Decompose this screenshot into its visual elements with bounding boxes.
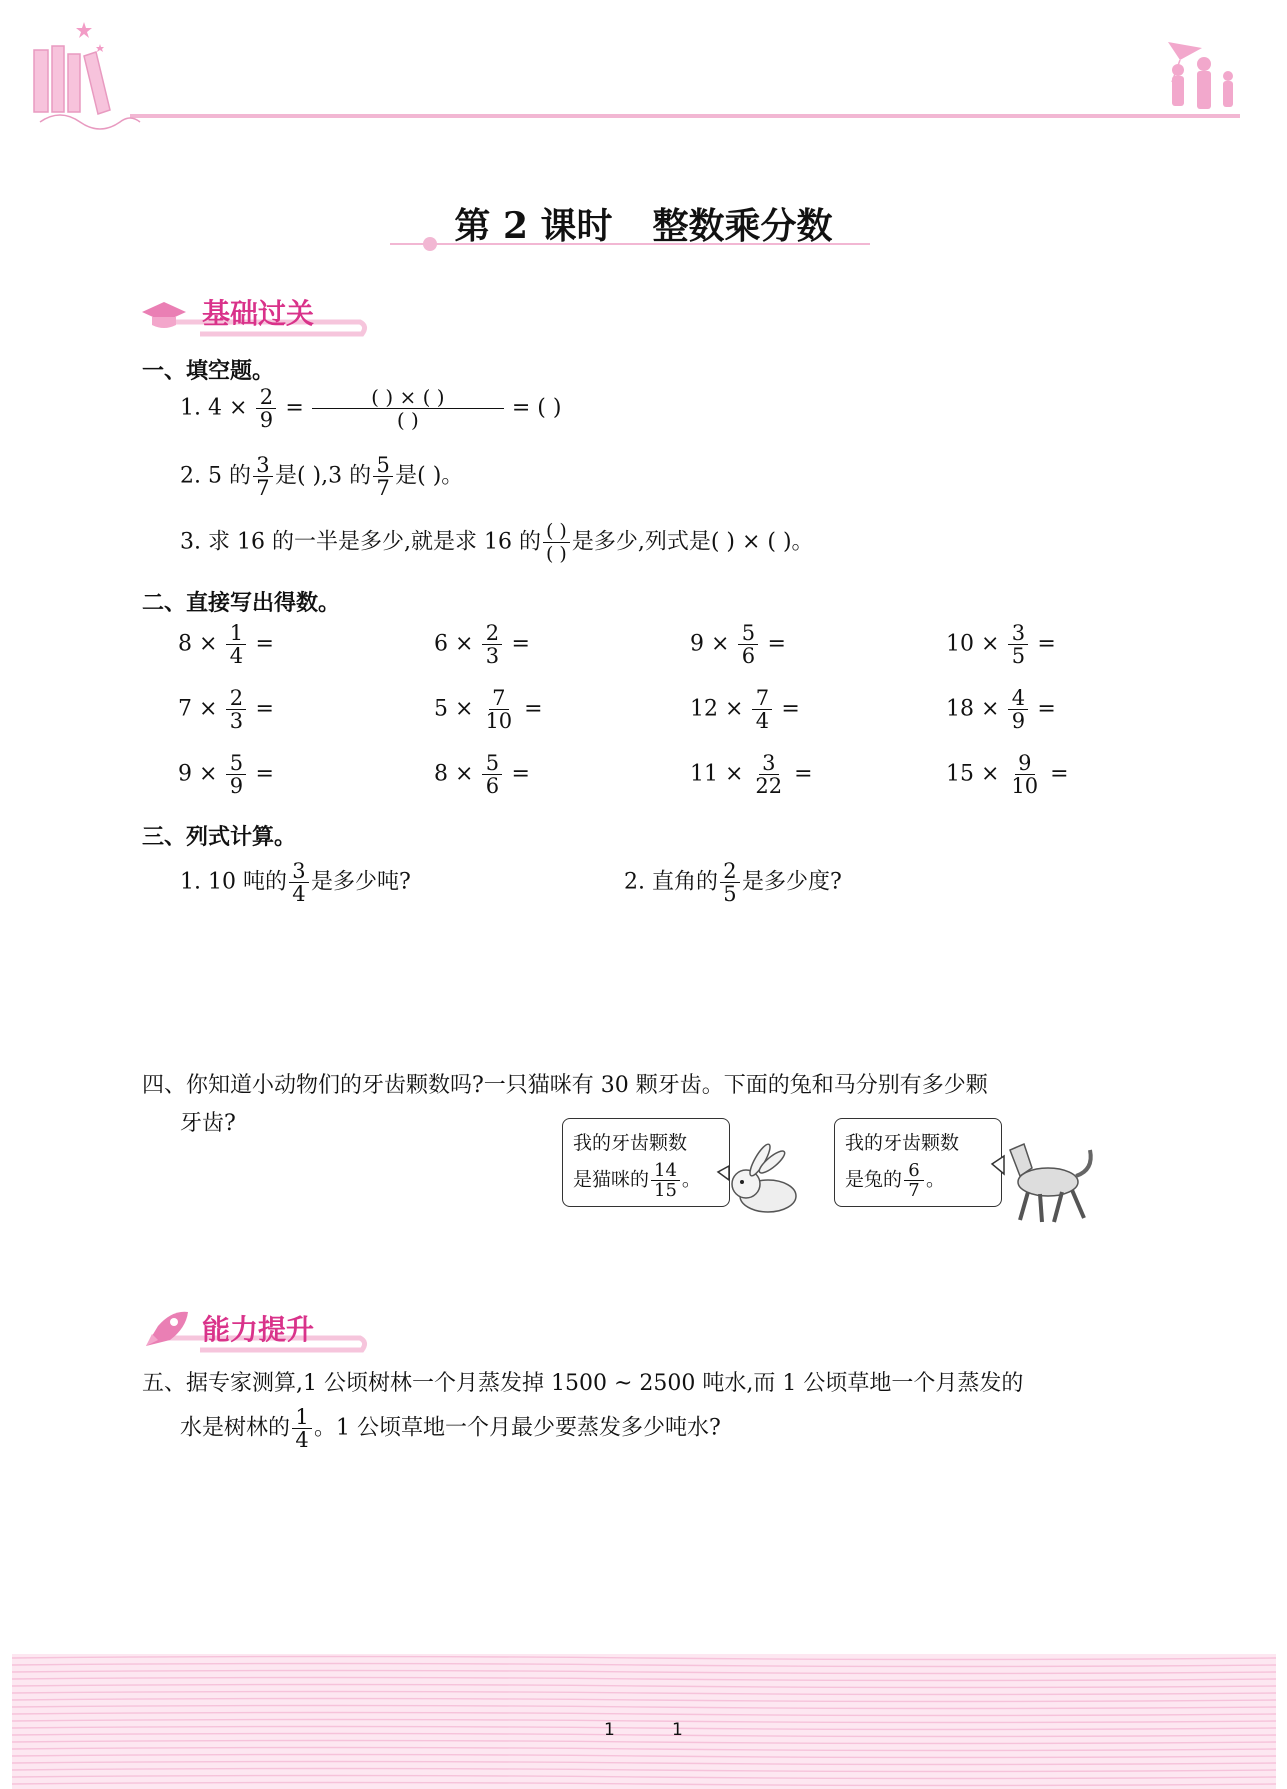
page-number-left: 1 <box>604 1720 615 1740</box>
q1-item1: 1. 4 × $\frac{2}{9}$ = $\frac{( ) \times ( )}{( )}$ = ( ) <box>180 385 562 432</box>
rabbit-speech-bubble: 我的牙齿颗数 是猫咪的 $\frac{14}{15}$ 。 <box>562 1118 730 1207</box>
title-underline <box>380 236 880 252</box>
rocket-icon <box>146 1312 188 1346</box>
q2-problem: 8 × $\frac{5}{6}$ = <box>434 751 530 798</box>
q2-problem: 7 × $\frac{2}{3}$ = <box>178 686 274 733</box>
q2-problem: 8 × $\frac{1}{4}$ = <box>178 621 274 668</box>
footer-stripes <box>12 1654 1276 1789</box>
q2-answer-blank[interactable]: = <box>794 761 813 787</box>
q2-answer-blank[interactable]: = <box>255 761 274 787</box>
q2-answer-blank[interactable]: = <box>767 631 786 657</box>
q3-heading: 三、列式计算。 <box>142 825 297 850</box>
q2-answer-blank[interactable]: = <box>781 696 800 722</box>
q1-item2-blank-2[interactable]: 是( )。 <box>395 463 464 489</box>
section-advanced-banner <box>140 1306 370 1354</box>
q1-item1-blank-den[interactable]: ( ) <box>396 408 419 432</box>
q2-answer-blank[interactable]: = <box>1050 761 1069 787</box>
q1-item3-blank-num[interactable]: ( ) <box>543 520 570 543</box>
header-decoration <box>0 0 1287 150</box>
q5-question-line1: 五、据专家测算,1 公顷树林一个月蒸发掉 1500 ~ 2500 吨水,而 1 公顷草地一个月蒸发的 <box>142 1371 1024 1396</box>
q2-answer-blank[interactable]: = <box>1037 696 1056 722</box>
q2-answer-blank[interactable]: = <box>255 696 274 722</box>
q1-item3-blank-den[interactable]: ( ) <box>545 543 567 565</box>
section-advanced-title: 能力提升 <box>202 1313 315 1346</box>
q5-question-line2: 水是树林的 $\frac{1}{4}$ 。1 公顷草地一个月最少要蒸发多少吨水? <box>180 1405 721 1452</box>
q2-problem: 18 × $\frac{4}{9}$ = <box>946 686 1056 733</box>
q4-question-line2: 牙齿? <box>180 1111 236 1136</box>
q2-problem: 10 × $\frac{3}{5}$ = <box>946 621 1056 668</box>
q2-problem: 11 × $\frac{3}{22}$ = <box>690 751 813 798</box>
q4-question-line1: 四、你知道小动物们的牙齿颗数吗?一只猫咪有 30 颗牙齿。下面的兔和马分别有多少颗 <box>142 1073 988 1098</box>
q2-problem: 15 × $\frac{9}{10}$ = <box>946 751 1069 798</box>
q2-answer-blank[interactable]: = <box>511 761 530 787</box>
q1-item3: 3. 求 16 的一半是多少,就是求 16 的 $\frac{( )}{( )}$ 是多少,列式是( ) × ( )。 <box>180 520 814 565</box>
q2-problem: 6 × $\frac{2}{3}$ = <box>434 621 530 668</box>
lesson-number: 第 2 课时 <box>454 205 613 247</box>
q1-item2-blank-1[interactable]: 是( ),3 的 <box>274 463 372 489</box>
q1-item3-blank-expr[interactable]: 是多少,列式是( ) × ( )。 <box>571 529 814 555</box>
section-basic-title: 基础过关 <box>202 297 315 330</box>
q2-heading: 二、直接写出得数。 <box>142 591 341 616</box>
q2-problem: 5 × $\frac{7}{10}$ = <box>434 686 543 733</box>
q2-problem: 12 × $\frac{7}{4}$ = <box>690 686 800 733</box>
q1-item1-blank-result[interactable]: = ( ) <box>511 395 562 421</box>
q1-item2: 2. 5 的 $\frac{3}{7}$ 是( ),3 的 $\frac{5}{7}$ 是( )。 <box>180 453 464 500</box>
page-number-right: 1 <box>672 1720 683 1740</box>
q3-problem-2: 2. 直角的 $\frac{2}{5}$ 是多少度? <box>624 859 842 906</box>
q2-problem: 9 × $\frac{5}{6}$ = <box>690 621 786 668</box>
q1-item1-blank-num[interactable]: ( ) × ( ) <box>312 386 504 409</box>
kite-children-icon <box>1168 42 1233 109</box>
q2-answer-blank[interactable]: = <box>524 696 543 722</box>
star-icon <box>76 22 104 52</box>
lesson-topic: 整数乘分数 <box>652 205 833 247</box>
q2-problem: 9 × $\frac{5}{9}$ = <box>178 751 274 798</box>
horse-icon <box>990 1128 1110 1228</box>
horse-speech-bubble: 我的牙齿颗数 是兔的 $\frac{6}{7}$ 。 <box>834 1118 1002 1207</box>
q2-answer-blank[interactable]: = <box>511 631 530 657</box>
section-basic-banner <box>140 290 370 338</box>
q2-answer-blank[interactable]: = <box>1037 631 1056 657</box>
q2-answer-blank[interactable]: = <box>255 631 274 657</box>
books-icon <box>34 46 140 129</box>
q3-problem-1: 1. 10 吨的 $\frac{3}{4}$ 是多少吨? <box>180 859 411 906</box>
rabbit-icon <box>716 1140 816 1220</box>
q1-heading: 一、填空题。 <box>142 359 275 384</box>
